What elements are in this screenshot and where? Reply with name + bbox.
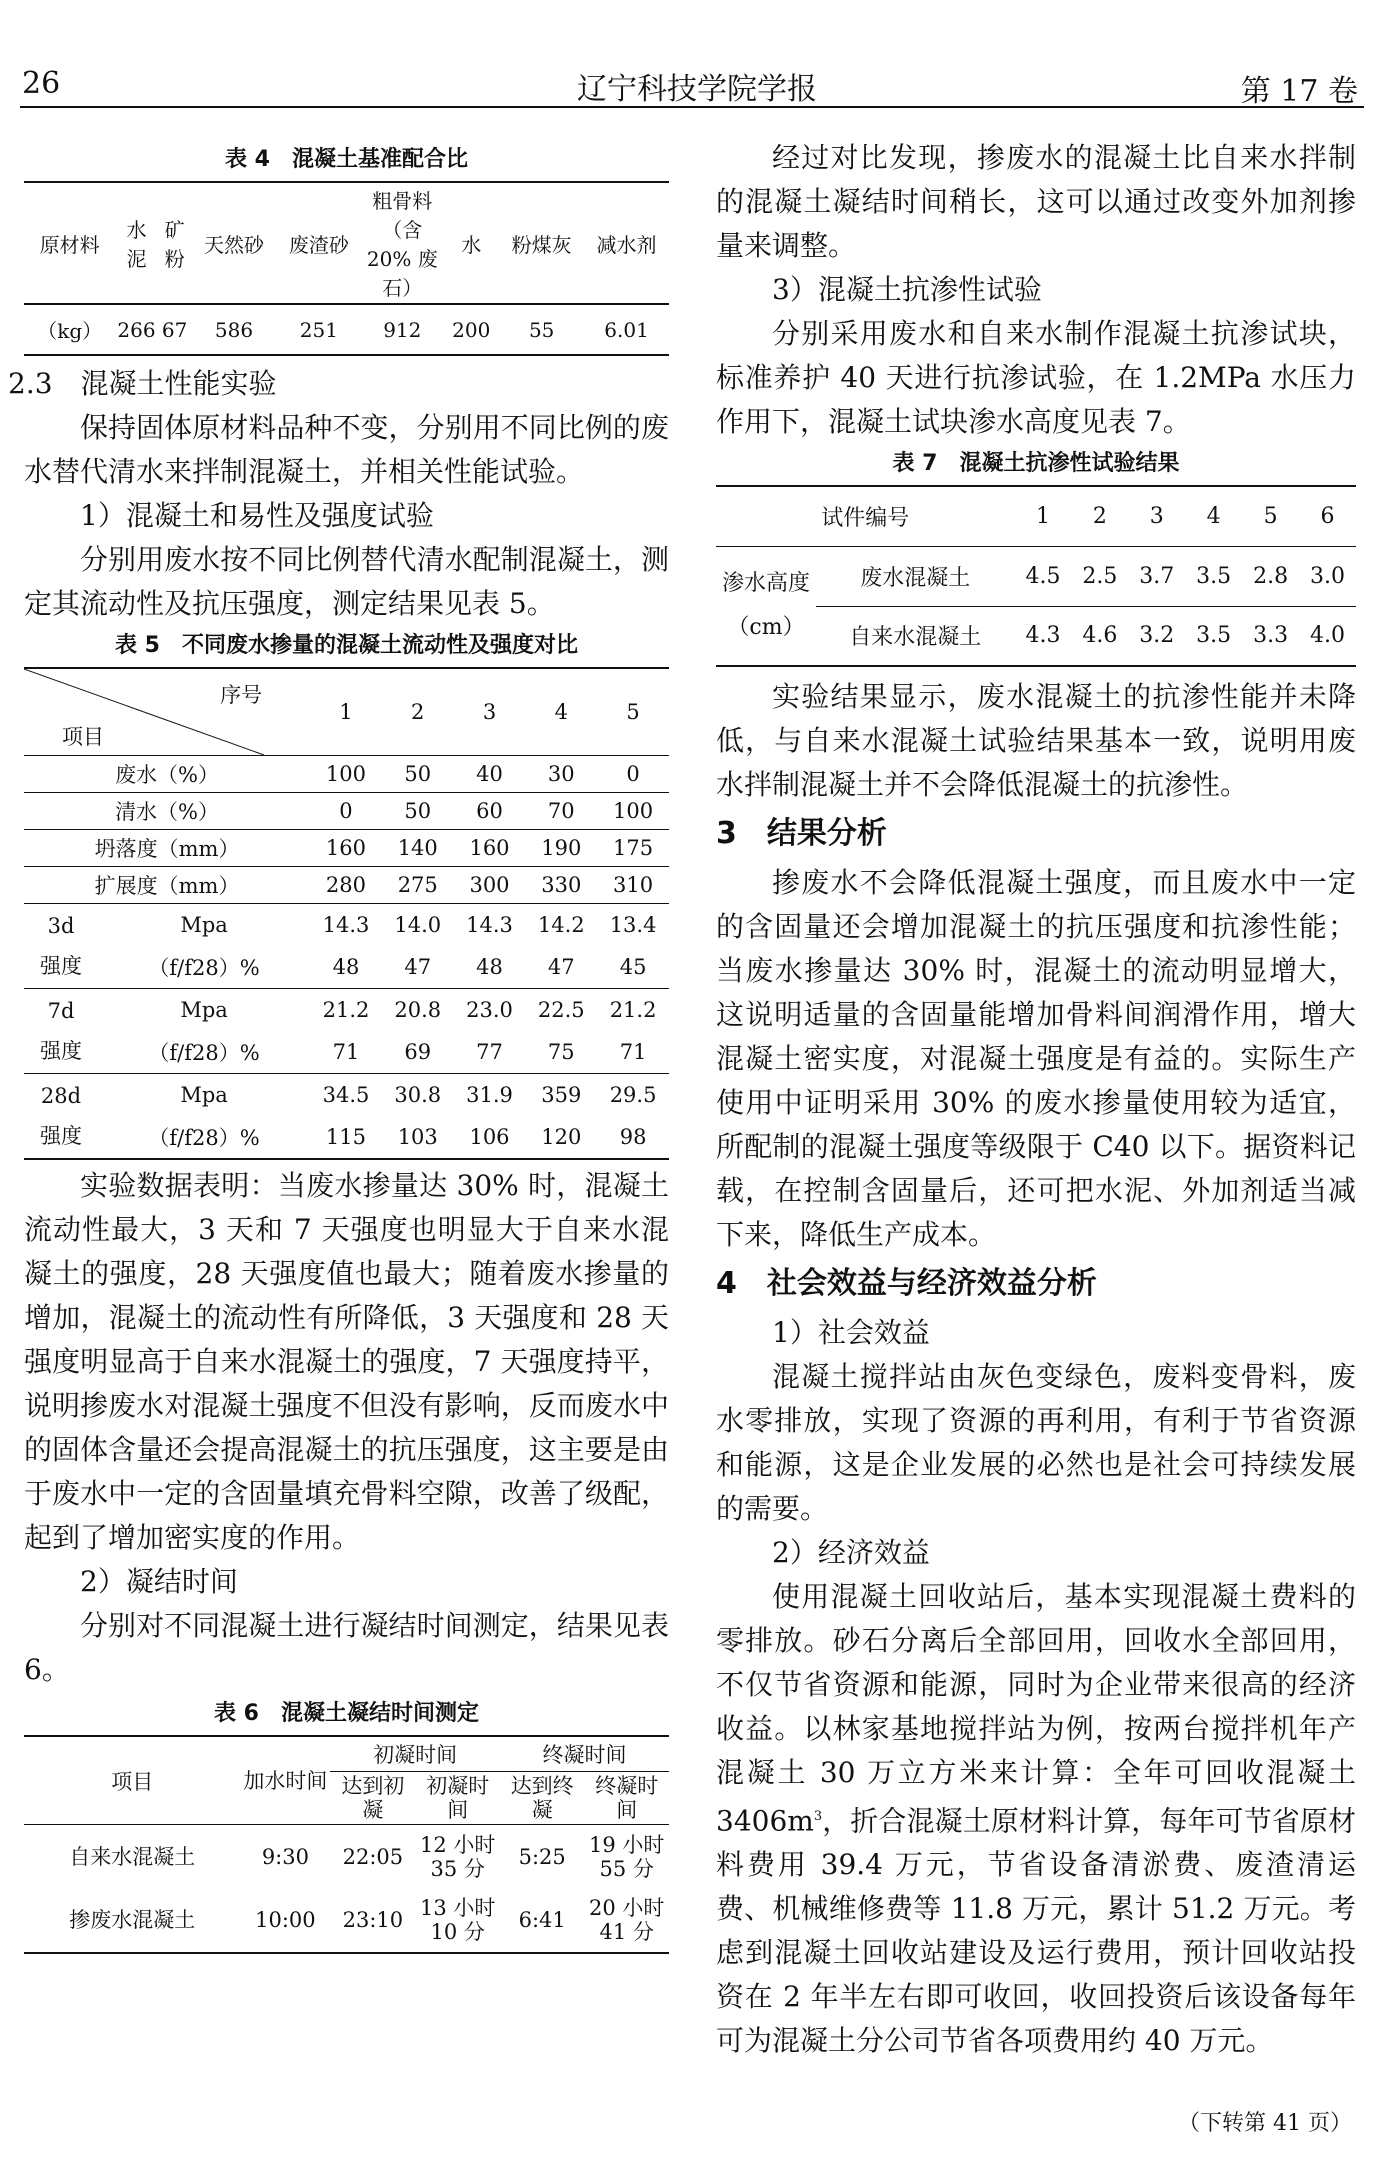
table-cell: 9:30 xyxy=(261,1844,309,1869)
table5-caption: 表 5 不同废水掺量的混凝土流动性及强度对比 xyxy=(115,633,578,658)
table-cell: 19 小时 55 分 xyxy=(589,1832,665,1881)
table-cell: 200 xyxy=(452,317,491,342)
table-cell: 14.3 xyxy=(466,913,513,937)
table-cell: 掺废水混凝土 xyxy=(69,1908,196,1932)
table-cell: 115 xyxy=(325,1125,367,1150)
table-cell: 77 xyxy=(476,1040,503,1064)
table-cell: 0 xyxy=(626,762,640,786)
superscript: 3 xyxy=(813,1809,823,1824)
table-cell: 20 小时 41 分 xyxy=(589,1896,665,1944)
table-header-cell: 5 xyxy=(1263,503,1278,529)
paragraph: 实验数据表明：当废水掺量达 30% 时，混凝土流动性最大，3 天和 7 天强度也明显大于自来水混凝土的强度，28 天强度值也最大；随着废水掺量的增加，混凝土的流动性有所降低，3 天强度和 28 天强度明显高于自来水混凝土的强度，7 天强度持平，说明掺废水对混凝土强度不但没有影响，反而废水中的固体含量还会提高混凝土的抗压强度，这主要是由于废水中一定的含固量填充骨料空隙，改善了级配，起到了增加密实度的作用。 xyxy=(24,1169,669,1554)
table5 xyxy=(24,667,669,1160)
table-cell: 359 xyxy=(541,1083,582,1108)
volume-label: 第 17 卷 xyxy=(1240,74,1358,109)
table-cell: 天然砂 xyxy=(204,232,264,257)
table-cell: Mpa xyxy=(180,1083,228,1108)
page-header xyxy=(0,62,1394,110)
table-cell: 50 xyxy=(404,762,432,786)
table-cell: 103 xyxy=(397,1125,438,1150)
table-cell: 100 xyxy=(613,799,654,823)
table-cell: 4.5 xyxy=(1025,563,1061,589)
table-cell: 912 xyxy=(383,317,422,342)
table-cell: 60 xyxy=(476,799,503,823)
table-row xyxy=(24,1889,669,1953)
subheading: 1）社会效益 xyxy=(772,1316,930,1349)
paragraph xyxy=(716,1575,1356,2063)
table-cell: 水泥 xyxy=(126,218,147,271)
table-cell: （f/f28）% xyxy=(148,956,260,980)
table-header-cell: 1 xyxy=(339,700,353,724)
section-heading: 3 结果分析 xyxy=(716,816,887,851)
table-cell: 20.8 xyxy=(394,998,442,1022)
table-cell: 29.5 xyxy=(609,1083,657,1108)
group-label-line1: 3d xyxy=(47,914,75,938)
table-cell: 2.5 xyxy=(1082,563,1118,589)
table-cell: 废渣砂 xyxy=(288,232,349,257)
table-header-cell: 3 xyxy=(1149,503,1164,529)
table-cell: 75 xyxy=(547,1040,575,1064)
group-label-line2: 强度 xyxy=(40,1124,82,1148)
table-cell: 48 xyxy=(476,955,503,979)
table-cell: 30 xyxy=(547,762,575,786)
table-cell: 12 小时 35 分 xyxy=(420,1832,496,1881)
group-label-line2: 强度 xyxy=(40,1039,82,1063)
table-cell: 71 xyxy=(619,1040,647,1064)
table-row xyxy=(24,867,669,904)
group-label xyxy=(24,1074,98,1160)
table-row xyxy=(24,946,669,989)
table-header-cell: 5 xyxy=(626,700,640,724)
group-label xyxy=(24,989,98,1074)
table-cell: 3.5 xyxy=(1196,563,1232,589)
table-row xyxy=(24,304,669,355)
paragraph: 分别采用废水和自来水制作混凝土抗渗试块，标准养护 40 天进行抗渗试验，在 1.2MPa 水压力作用下，混凝土试块渗水高度见表 7。 xyxy=(716,317,1356,438)
table-cell: 47 xyxy=(547,955,575,979)
table-cell: 清水（%） xyxy=(115,800,220,824)
corner-bottom-label: 项目 xyxy=(62,725,104,749)
table-cell: 120 xyxy=(541,1125,582,1150)
table-row xyxy=(716,546,1356,606)
group-label-line1: 渗水高度 xyxy=(721,570,810,596)
table-cell: 70 xyxy=(547,799,575,823)
table-cell: Mpa xyxy=(180,913,228,937)
table-cell: 50 xyxy=(404,799,432,823)
table-row xyxy=(24,989,669,1032)
table-row xyxy=(24,1825,669,1889)
paragraph: 掺废水不会降低混凝土强度，而且废水中一定的含固量还会增加混凝土的抗压强度和抗渗性能；当废水掺量达 30% 时，混凝土的流动明显增大，这说明适量的含固量能增加骨料间润滑作用，增大混凝土密实度，对混凝土强度是有益的。实际生产使用中证明采用 30% 的废水掺量使用较为适宜，所配制的混凝土强度等级限于 C40 以下。据资料记载，在控制含固量后，还可把水泥、外加剂适当减下来，降低生产成本。 xyxy=(716,866,1356,1251)
table6-caption: 表 6 混凝土凝结时间测定 xyxy=(214,1701,479,1726)
paragraph: 保持固体原材料品种不变，分别用不同比例的废水替代清水来拌制混凝土，并相关性能试验。 xyxy=(24,411,669,488)
table-row xyxy=(24,668,669,756)
table-cell: 175 xyxy=(613,836,654,860)
table-cell: 31.9 xyxy=(466,1083,513,1108)
subheading: 3）混凝土抗渗性试验 xyxy=(772,273,1042,306)
table-cell: 23:10 xyxy=(342,1908,404,1932)
table-cell: 3.7 xyxy=(1139,563,1175,589)
table-row xyxy=(24,756,669,793)
table-corner xyxy=(24,668,310,756)
header-rule xyxy=(20,106,1364,108)
table-cell: 原材料 xyxy=(39,232,100,257)
table-header-cell: 终凝时间 xyxy=(595,1774,659,1822)
table-cell: 40 xyxy=(476,762,503,786)
paragraph: 混凝土搅拌站由灰色变绿色，废料变骨料，废水零排放，实现了资源的再利用，有利于节省资源和能源，这是企业发展的必然也是社会可持续发展的需要。 xyxy=(716,1360,1356,1525)
table-cell: 3.0 xyxy=(1310,563,1346,589)
table-header-cell: 6 xyxy=(1320,503,1335,529)
table-cell: 34.5 xyxy=(322,1083,370,1108)
table-cell: 粉煤灰 xyxy=(511,232,572,257)
table-cell: （f/f28）% xyxy=(148,1041,260,1065)
table4-caption: 表 4 混凝土基准配合比 xyxy=(225,147,468,172)
table-cell: 废水混凝土 xyxy=(860,565,971,591)
table-header-cell: 3 xyxy=(482,700,497,724)
table-cell: 140 xyxy=(397,836,438,860)
table-cell: 坍落度（mm） xyxy=(94,837,240,861)
group-label xyxy=(716,546,816,666)
table-row xyxy=(24,1736,669,1772)
section-heading: 2.3 混凝土性能实验 xyxy=(8,367,277,400)
subheading: 1）混凝土和易性及强度试验 xyxy=(80,499,434,532)
table-cell: 6.01 xyxy=(604,317,649,342)
table-header-cell: 2 xyxy=(411,700,425,724)
table-cell: 4.6 xyxy=(1082,623,1118,649)
table-header-cell: 2 xyxy=(1092,503,1107,529)
table-cell: （f/f28）% xyxy=(148,1126,260,1151)
table-cell: 自来水混凝土 xyxy=(849,625,982,651)
continued-note: （下转第 41 页） xyxy=(1178,2111,1352,2136)
table-cell: 71 xyxy=(332,1040,360,1064)
group-label-line2: 强度 xyxy=(40,954,82,978)
table-row xyxy=(24,830,669,867)
table-cell: 4.3 xyxy=(1025,623,1061,649)
paragraph: 实验结果显示，废水混凝土的抗渗性能并未降低，与自来水混凝土试验结果基本一致，说明用废水拌制混凝土并不会降低混凝土的抗渗性。 xyxy=(716,680,1356,801)
table-cell: 14.3 xyxy=(322,913,370,937)
table-header-cell: 初凝时间 xyxy=(330,1736,500,1772)
table-cell: 2.8 xyxy=(1253,563,1289,589)
table-header-cell: 达到终凝 xyxy=(510,1774,574,1822)
table-cell: 30.8 xyxy=(394,1083,442,1108)
table-cell: 280 xyxy=(325,873,367,897)
page-number: 26 xyxy=(22,66,61,101)
table-cell: 310 xyxy=(613,873,654,897)
table-cell: 水 xyxy=(461,232,482,257)
table-row xyxy=(24,1116,669,1159)
left-column xyxy=(8,136,669,1954)
table-cell: 13.4 xyxy=(609,913,657,937)
table-header-cell: 达到初凝 xyxy=(341,1774,405,1822)
table-cell: 100 xyxy=(325,762,367,786)
group-label-line1: 7d xyxy=(47,999,75,1023)
table-cell: 69 xyxy=(404,1040,432,1064)
paragraph-part: ，折合混凝土原材料计算，每年可节省原材料费用 39.4 万元，节省设备清淤费、废渣清运费、机械维修费等 11.8 万元，累计 51.2 万元。考虑到混凝土回收站建设及运行费用，预计回收站投资在 2 年半左右即可收回，收回投资后该设备每年可为混凝土分公司节省各项费用约 40 万元。 xyxy=(716,1804,1356,2058)
paragraph-part: 使用混凝土回收站后，基本实现混凝土费料的零排放。砂石分离后全部回用，回收水全部回用，不仅节省资源和能源，同时为企业带来很高的经济收益。以林家基地搅拌站为例，按两台搅拌机年产混凝土 30 万立方米来计算：全年可回收混凝土 3406m xyxy=(716,1580,1356,1838)
table-cell: 5:25 xyxy=(518,1844,566,1869)
table-cell: （kg） xyxy=(37,319,103,343)
table4 xyxy=(24,181,669,356)
table-cell: 3.5 xyxy=(1196,623,1232,649)
table-row xyxy=(716,486,1356,546)
table-cell: 14.0 xyxy=(394,913,442,937)
table7 xyxy=(716,485,1356,667)
group-label xyxy=(24,904,98,989)
table-header-cell: 加水时间 xyxy=(241,1736,331,1825)
section-heading: 4 社会效益与经济效益分析 xyxy=(716,1266,1097,1301)
table-cell: 10:00 xyxy=(255,1908,316,1932)
table-cell: 21.2 xyxy=(609,998,657,1022)
table-header-cell: 初凝时间 xyxy=(426,1774,490,1822)
table-cell: 160 xyxy=(469,836,510,860)
table6 xyxy=(24,1735,669,1954)
table7-caption: 表 7 混凝土抗渗性试验结果 xyxy=(892,451,1180,476)
table-header-cell: 试件编号 xyxy=(821,505,910,531)
table-cell: 14.2 xyxy=(537,913,585,937)
table-header-cell: 4 xyxy=(1206,503,1221,529)
table-header-cell: 4 xyxy=(554,700,568,724)
journal-title: 辽宁科技学院学报 xyxy=(577,72,817,107)
paragraph: 经过对比发现，掺废水的混凝土比自来水拌制的混凝土凝结时间稍长，这可以通过改变外加剂掺量来调整。 xyxy=(716,141,1356,262)
table-cell: 190 xyxy=(541,836,582,860)
group-label-line2: （cm） xyxy=(727,614,805,640)
table-cell: 98 xyxy=(619,1125,647,1150)
table-cell: 自来水混凝土 xyxy=(69,1844,196,1869)
table-cell: 13 小时 10 分 xyxy=(420,1896,496,1944)
table-cell: 0 xyxy=(339,799,353,823)
table-cell: 45 xyxy=(619,955,647,979)
table-cell: 330 xyxy=(541,873,582,897)
paragraph: 分别用废水按不同比例替代清水配制混凝土，测定其流动性及抗压强度，测定结果见表 5。 xyxy=(24,543,669,620)
table-cell: 废水（%） xyxy=(115,763,220,787)
table-cell: 21.2 xyxy=(322,998,370,1022)
table-cell: 矿粉 xyxy=(164,218,185,271)
corner-top-label: 序号 xyxy=(220,683,263,707)
table-cell: 266 xyxy=(117,317,156,342)
table-cell: 300 xyxy=(469,873,510,897)
table-cell: 4.0 xyxy=(1310,623,1346,649)
table-cell: 扩展度（mm） xyxy=(94,874,240,898)
table-cell: 23.0 xyxy=(466,998,513,1022)
table-cell: Mpa xyxy=(180,998,228,1022)
table-header-cell: 项目 xyxy=(24,1736,241,1825)
table-cell: 251 xyxy=(299,317,338,342)
table-row xyxy=(24,904,669,947)
table-row xyxy=(24,182,669,304)
table-header-cell: 1 xyxy=(1035,503,1050,529)
table-cell: 67 xyxy=(161,317,188,342)
table-cell: 48 xyxy=(332,955,360,979)
table-cell: 22.5 xyxy=(537,998,585,1022)
table-cell: 3.3 xyxy=(1253,623,1289,649)
right-column xyxy=(716,136,1356,2063)
table-row xyxy=(24,1031,669,1074)
table-row xyxy=(24,793,669,830)
paragraph: 分别对不同混凝土进行凝结时间测定，结果见表 6。 xyxy=(24,1609,669,1686)
table-cell: 减水剂 xyxy=(596,232,657,257)
table-header-cell: 终凝时间 xyxy=(500,1736,669,1772)
subheading: 2）凝结时间 xyxy=(80,1565,238,1598)
group-label-line1: 28d xyxy=(40,1084,82,1108)
table-row xyxy=(24,1074,669,1117)
table-cell: 6:41 xyxy=(518,1908,566,1932)
table-cell: 粗骨料（含 20% 废石） xyxy=(366,189,438,300)
table-cell: 275 xyxy=(397,873,438,897)
table-cell: 22:05 xyxy=(342,1844,404,1869)
table-cell: 55 xyxy=(528,317,555,342)
table-cell: 586 xyxy=(214,317,254,342)
subheading: 2）经济效益 xyxy=(772,1536,930,1569)
table-cell: 160 xyxy=(325,836,367,860)
table-cell: 47 xyxy=(404,955,432,979)
table-cell: 106 xyxy=(469,1125,510,1150)
table-cell: 3.2 xyxy=(1139,623,1175,649)
